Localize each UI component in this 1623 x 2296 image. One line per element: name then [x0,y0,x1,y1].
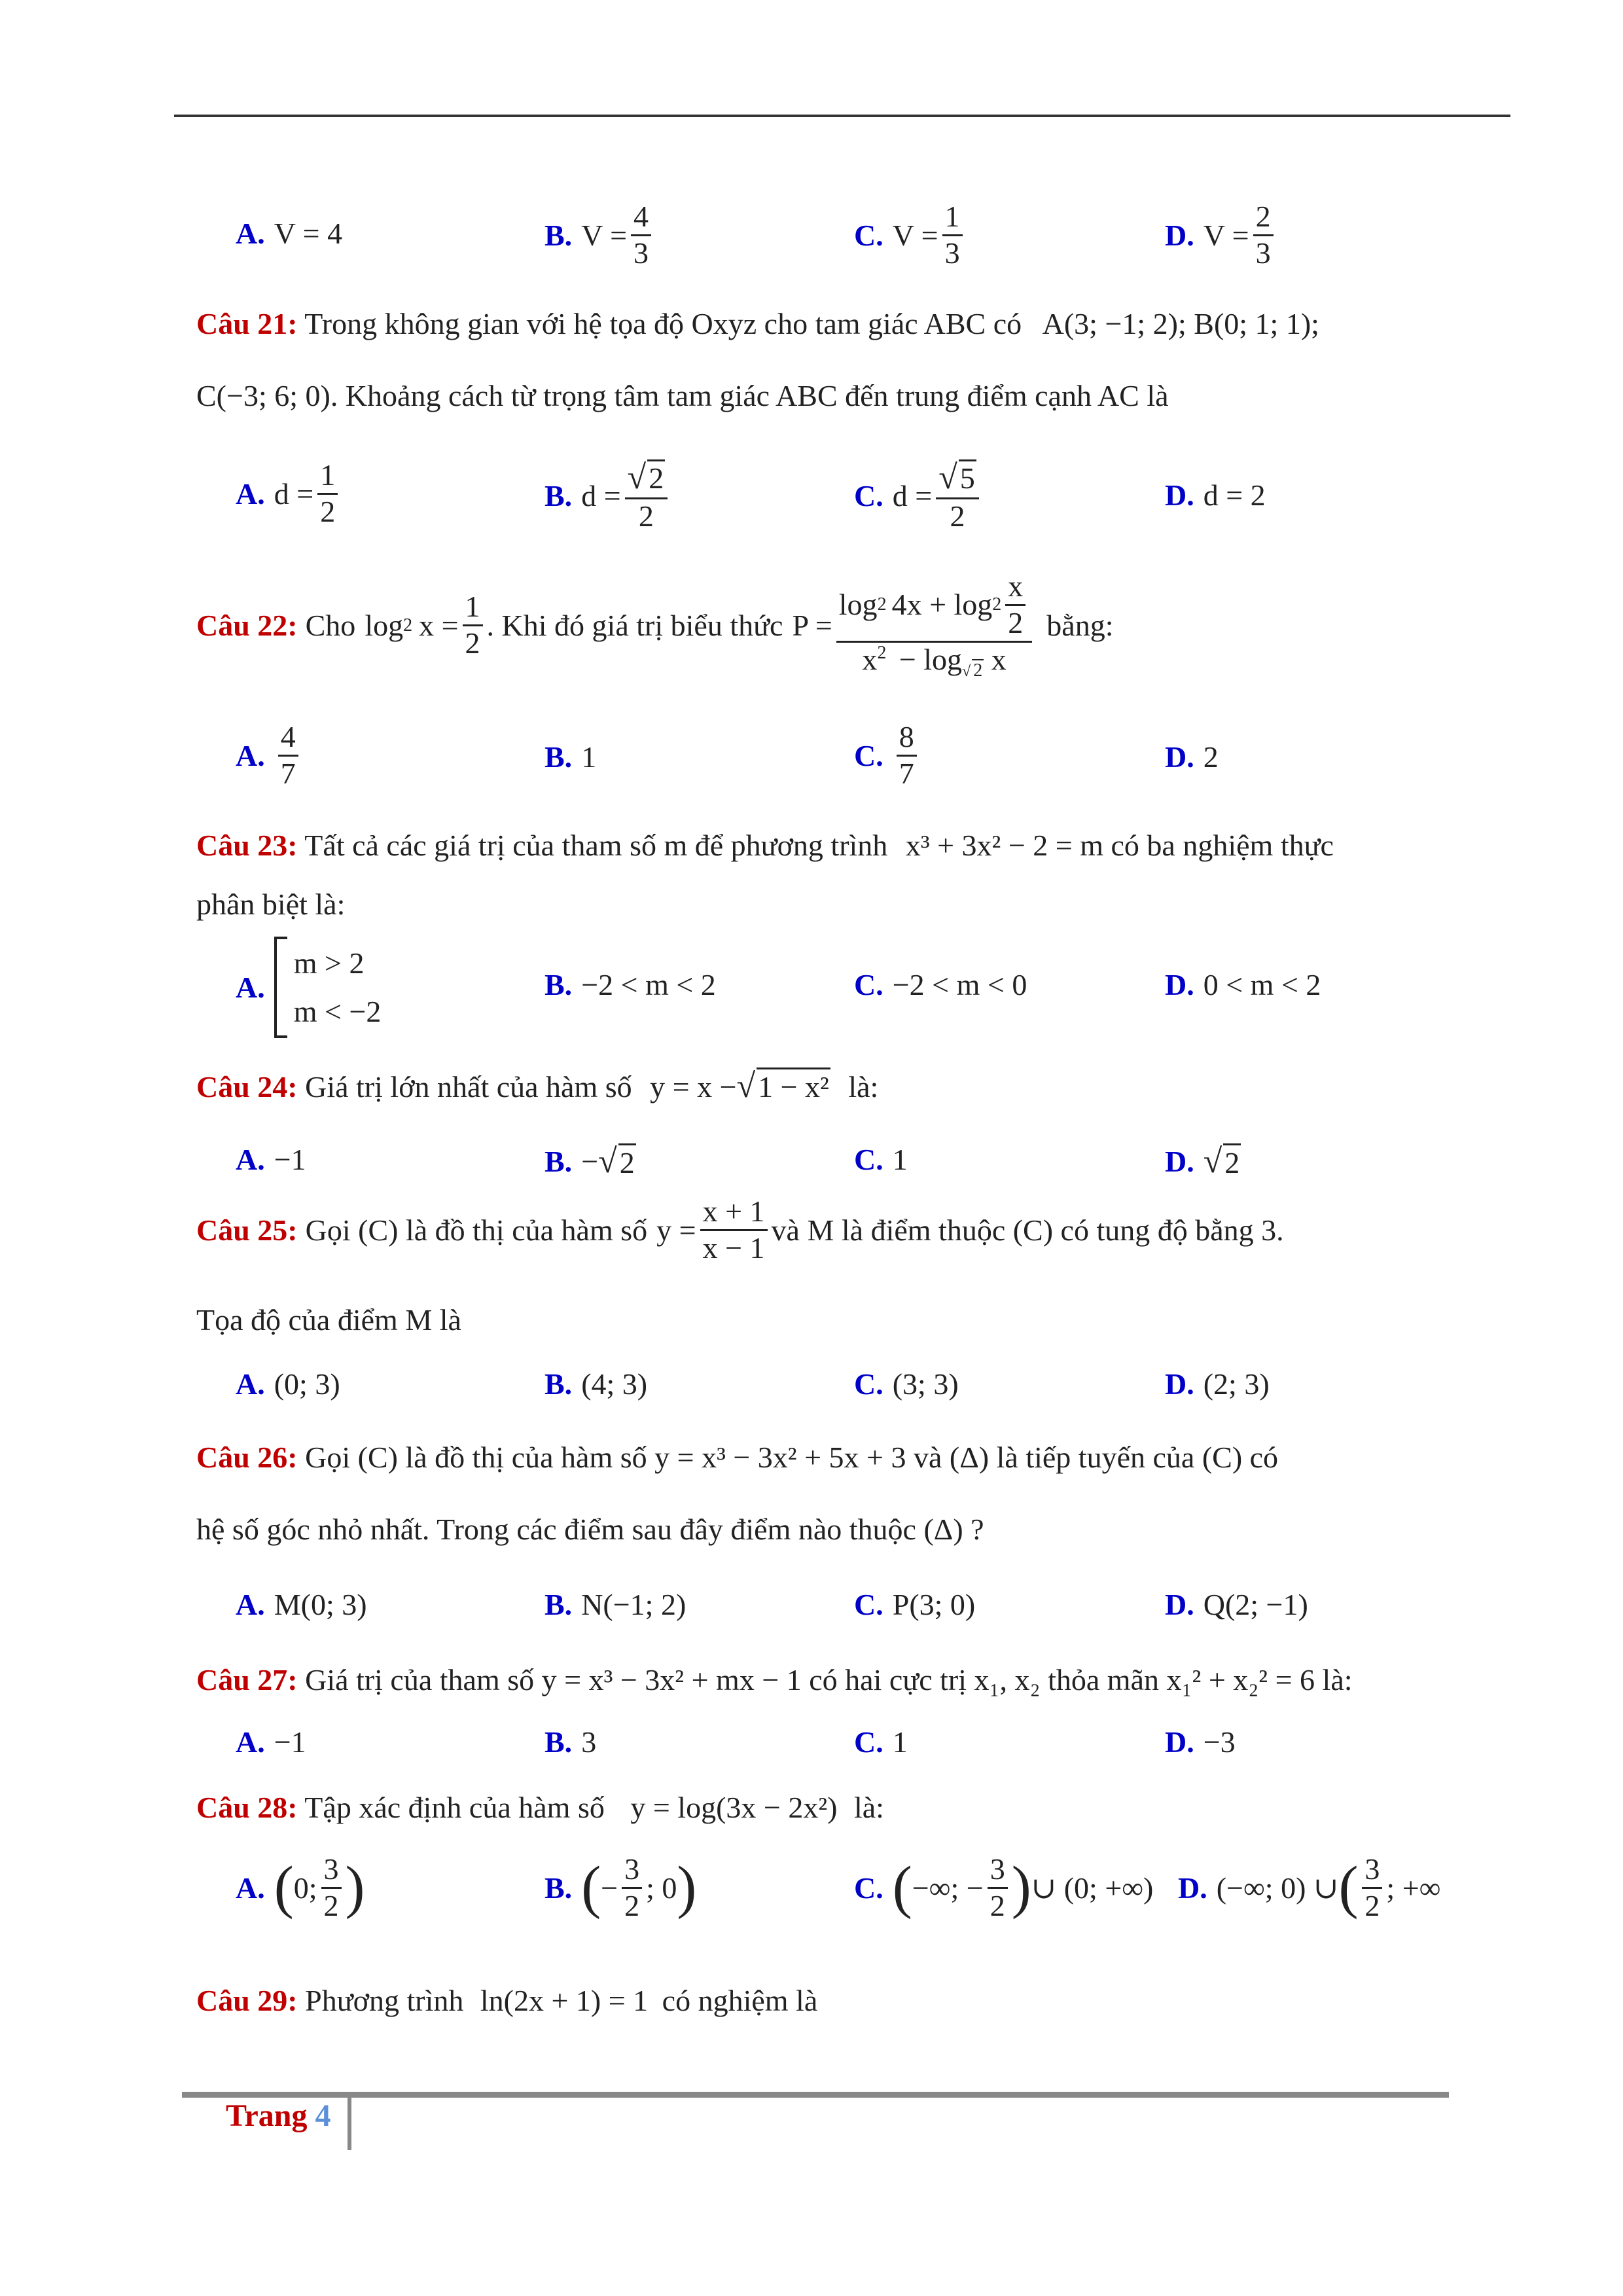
fraction: $\frac{x}{2}$ [1005,569,1026,641]
question-text-line-2: phân biệt là: [196,888,346,921]
option-d[interactable]: D. V = $\frac{2}{3}$ [1165,200,1277,271]
fraction: $\frac{1}{3}$ [942,200,963,271]
header-rule [174,115,1510,117]
fraction: $\frac{√5}{2}$ [936,458,979,534]
option-c[interactable]: C. 1 [854,1725,908,1759]
footer-rule [182,2092,1449,2098]
option-a[interactable]: A. d = $\frac{1}{2}$ [236,458,342,529]
option-c[interactable]: C. −2 < m < 0 [854,968,1027,1001]
footer-divider [348,2098,351,2150]
question-text-line-2: Tọa độ của điểm M là [196,1303,461,1336]
question-text-line-2: C(−3; 6; 0). Khoảng cách từ trọng tâm tam giác ABC đến trung điểm cạnh AC là [196,379,1169,412]
option-c[interactable]: C. (3; 3) [854,1367,959,1401]
option-c[interactable]: C. ( −∞; − $\frac{3}{2}$ ) ∪ (0; +∞) [854,1852,1154,1922]
question-text-line-2: hệ số góc nhỏ nhất. Trong các điểm sau đây điểm nào thuộc (Δ) ? [196,1513,984,1546]
question-text: Câu 24: Giá trị lớn nhất của hàm số y = x −√1 − x² là: [196,1067,879,1105]
question-text: Câu 28: Tập xác định của hàm số y = log(3x − 2x²) là: [196,1791,884,1824]
fraction: $\frac{√2}{2}$ [625,458,668,534]
question-text: Câu 26: Gọi (C) là đồ thị của hàm số y = x³ − 3x² + 5x + 3 và (Δ) là tiếp tuyến của (C) có [196,1441,1279,1474]
option-a[interactable]: A. $\frac{4}{7}$ [236,720,302,791]
option-a[interactable]: A. ( 0; $\frac{3}{2}$ ) [236,1852,365,1922]
question-text: Câu 29: Phương trình ln(2x + 1) = 1 có nghiệm là [196,1984,818,2017]
option-d[interactable]: D. Q(2; −1) [1165,1588,1308,1621]
option-d[interactable]: D. (2; 3) [1165,1367,1270,1401]
option-b[interactable]: B. −2 < m < 2 [544,968,716,1001]
fraction: $\frac{1}{2}$ [317,458,338,529]
option-b[interactable]: B. N(−1; 2) [544,1588,687,1621]
option-a[interactable]: A. (0; 3) [236,1367,340,1401]
fraction: $\frac{x + 1}{x - 1}$ [700,1194,768,1266]
fraction: $\frac{3}{2}$ [1362,1852,1382,1924]
page-number: Trang 4 [226,2098,331,2133]
option-a[interactable]: A. V = 4 [236,217,343,250]
option-d[interactable]: D. 2 [1165,740,1219,774]
option-a[interactable]: A. m > 2 m < −2 [236,939,381,1035]
fraction: $\frac{2}{3}$ [1253,200,1274,271]
fraction: $\frac{4}{7}$ [278,720,298,791]
fraction: $\frac{8}{7}$ [897,720,917,791]
option-b[interactable]: B. ( − $\frac{3}{2}$ ; 0 ) [544,1852,697,1922]
option-a[interactable]: A. −1 [236,1143,306,1176]
option-d[interactable]: D. −3 [1165,1725,1236,1759]
question-text: Câu 23: Tất cả các giá trị của tham số m để phương trình x³ + 3x² − 2 = m có ba nghiệm thực [196,829,1334,862]
option-b[interactable]: B. 3 [544,1725,597,1759]
question-text: Câu 27: Giá trị của tham số y = x³ − 3x² + mx − 1 có hai cực trị x₁, x₂ thỏa mãn x₁² + x₂² = 6 là: [196,1663,1353,1696]
fraction: $\frac{1}{2}$ [463,590,483,661]
option-c[interactable]: C. V = $\frac{1}{3}$ [854,200,967,271]
option-c[interactable]: C. P(3; 0) [854,1588,976,1621]
question-text: Câu 25: Gọi (C) là đồ thị của hàm số y = $\frac{x + 1}{x - 1}$ và M là điểm thuộc (C) có tung độ bằng 3. [196,1194,1284,1265]
fraction: $\frac{3}{2}$ [321,1852,342,1924]
option-c[interactable]: C. $\frac{8}{7}$ [854,720,921,791]
option-b[interactable]: B. − √ 2 [544,1143,635,1180]
option-c[interactable]: C. d = $\frac{√5}{2}$ [854,458,983,534]
fraction: $\frac{3}{2}$ [988,1852,1008,1924]
question-text: Câu 21: Trong không gian với hệ tọa độ Oxyz cho tam giác ABC có A(3; −1; 2); B(0; 1; 1); [196,307,1319,340]
option-c[interactable]: C. 1 [854,1143,908,1176]
option-a[interactable]: A. M(0; 3) [236,1588,367,1621]
option-d[interactable]: D. (−∞; 0) ∪ ( $\frac{3}{2}$ ; +∞ [1178,1852,1441,1922]
option-b[interactable]: B. (4; 3) [544,1367,648,1401]
fraction: $\frac{3}{2}$ [622,1852,642,1924]
fraction: $\frac{4}{3}$ [631,200,651,271]
case-bracket: m > 2 m < −2 [274,939,382,1035]
option-b[interactable]: B. d = $\frac{√2}{2}$ [544,458,671,534]
option-d[interactable]: D. d = 2 [1165,478,1266,512]
expression-fraction: log 2 4x + log 2 $\frac{x}{2}$ $x^2 - \log_{√ 2} x$ [836,569,1033,681]
question-text: Câu 22: Cho log 2 x = $\frac{1}{2}$ . Khi đó giá trị biểu thức P = log 2 4x + log 2 $\frac{x}{2}$ $x^2 - \log_{√ 2} x$ bằng: [196,569,1114,681]
option-d[interactable]: D. √ 2 [1165,1143,1240,1180]
option-b[interactable]: B. V = $\frac{4}{3}$ [544,200,655,271]
option-d[interactable]: D. 0 < m < 2 [1165,968,1321,1001]
option-b[interactable]: B. 1 [544,740,597,774]
option-a[interactable]: A. −1 [236,1725,306,1759]
